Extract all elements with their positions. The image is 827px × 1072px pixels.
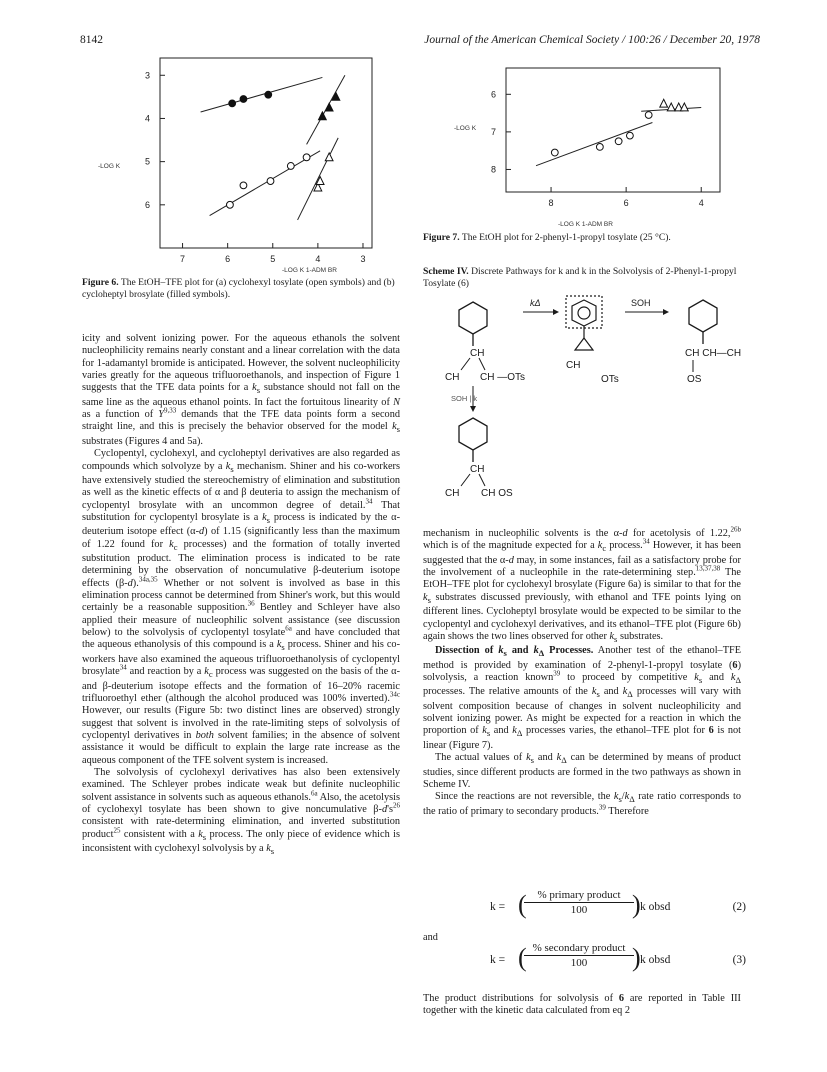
eq2-fraction <box>524 889 634 916</box>
figure-7-y-axis-label: -LOG K <box>454 125 477 132</box>
mid-ots: OTs <box>601 374 619 385</box>
scheme-title <box>423 266 743 289</box>
plot-frame <box>506 68 720 192</box>
figure-6-y-axis-label: -LOG K <box>98 163 121 170</box>
figure-6-plot <box>145 58 372 264</box>
mid-ch3: CH <box>566 360 581 371</box>
page-number: 8142 <box>80 34 103 46</box>
figure-7-chart <box>440 58 740 230</box>
scheme-title-prefix: Scheme IV. <box>423 266 469 277</box>
bottom-bonds <box>461 474 485 486</box>
data-point <box>287 163 294 170</box>
body-column-right-end <box>423 993 741 1018</box>
equation-3: k = ( % secondary product 100 ) k obsd (3) <box>490 942 746 972</box>
paragraph-2: Cyclopentyl, cyclohexyl, and cycloheptyl derivatives are also regarded as compounds which solvolyze by a $k_s$ mechanism. Shiner and his co-workers have extensively studied the stereochemistry of elimination and substitution as well as the kinetic effects of α and β deuteria to assign the mechanism of cyclopentyl brosylate with an uncommon degree of detail.$^{34}$ That substitution for cyclopentyl brosylate is a $k_s$ process is indicated by the α-deuterium isotope effect (α-d) of 1.15 (significantly less than the maximum of 1.22 found for $k_c$ processes) and the formation of totally inverted substitution product. The elimination process is indicated to be rate determining by the observation of noncumulative β-deuterium isotope effects (β-d).$^{34a,35}$ Whether or not solvent is involved as base in this elimination process cannot be determined from Shiner's work, but this would certainly be a reasonable supposition.$^{36}$ Bentley and Schleyer have also applied their measure of nucleophilic solvent assistance (see discussion below) to the solvolysis of cyclopentyl tosylate$^{6a}$ and have concluded that the aqueous ethanolysis of this compound is a $k_s$ process. Shiner and his co-workers have also examined the aqueous trifluoroethanolysis of cyclopentyl brosylate$^{34}$ and reaction by a $k_c$ process was suggested on the basis of the α- and β-deuterium isotope effects and the formation of 16–20% racemic trifluoroethyl ether (although the alcohol produced was 100% inverted).$^{34c}$ However, our results (Figure 5b: two distinct lines are observed) strongly suggest that solvent is involved in the rate-limiting steps of solvolysis of cyclopentyl derivatives in both solvent families; in the absence of solvent assistance it would be difficult to explain the large rate increase as the aqueous component of the TFE solvent system is increased. <box>82 448 401 766</box>
benzene-ring-bottom <box>459 418 487 462</box>
data-point <box>229 100 236 107</box>
journal-title: Journal of the American Chemical Society / 100:26 / December 20, 1978 <box>424 34 760 46</box>
data-point <box>660 99 668 107</box>
bottom-ch3: CH <box>445 488 460 499</box>
data-point <box>227 201 234 208</box>
scheme-title-text: Discrete Pathways for k and k in the Solvolysis of 2-Phenyl-1-propyl Tosylate (6) <box>423 266 737 289</box>
body-column-right <box>423 525 742 818</box>
figure-7-caption-label: Figure 7. <box>423 232 460 243</box>
x-tick-label: 4 <box>315 254 321 264</box>
x-tick-label: 4 <box>698 198 704 208</box>
y-tick-label: 7 <box>490 126 496 137</box>
eq3-numerator: % secondary product <box>524 942 634 956</box>
figure-7-caption <box>423 232 743 244</box>
paragraph-5: Dissection of $k_s$ and $k_\Delta$ Processes. Another test of the ethanol–TFE method is provided by examination of 2-phenyl-1-propyl tosylate (6) solvolysis, a reaction known$^{39}$ to proceed by competitive $k_s$ and $k_\Delta$ processes. The relative amounts of the $k_s$ and $k_\Delta$ processes will vary with solvent composition because of changes in solvent nucleophilicity and solvent ionizing power. As might be expected for a reaction in which the proportion of $k_s$ and $k_\Delta$ processes varies, the ethanol–TFE plot for 6 is not linear (Figure 7). <box>423 645 742 751</box>
x-tick-label: 3 <box>360 254 366 264</box>
fit-line <box>298 138 339 220</box>
eq2-numerator: % primary product <box>524 889 634 903</box>
soh-ks-label: SOH | k <box>451 394 478 403</box>
data-point <box>240 182 247 189</box>
arrow-soh-head <box>663 309 669 315</box>
arrow-k-delta-head <box>553 309 559 315</box>
left-ch2ots: CH —OTs <box>480 372 525 383</box>
data-point <box>303 154 310 161</box>
paragraph-3: The solvolysis of cyclohexyl derivatives has also been extensively examined. The Schleyer probes indicate weak but definite nucleophilic solvent assistance in solvents such as aqueous ethanols.$^{6a}$ Also, the acetolysis of cyclohexyl tosylate has been shown to give noncumulative $\beta-d's^{26}$ consistent with rate-determining elimination, and inverted substitution product$^{25}$ consistent with a $k_s$ process. The only piece of evidence which is inconsistent with cyclohexyl solvolysis by a $k_s$ <box>82 767 401 857</box>
soh-label: SOH <box>631 298 651 308</box>
data-point <box>265 91 272 98</box>
scheme-iv-diagram <box>423 290 743 515</box>
x-tick-label: 6 <box>623 198 629 208</box>
y-tick-label: 8 <box>490 164 496 175</box>
figure-6-chart <box>82 48 402 276</box>
data-point <box>596 144 603 151</box>
data-point <box>240 96 247 103</box>
data-point <box>318 112 326 120</box>
right-os: OS <box>687 374 702 385</box>
fit-line <box>201 77 323 112</box>
y-tick-label: 3 <box>144 70 150 81</box>
left-ch3: CH <box>445 372 460 383</box>
paragraph-8: The product distributions for solvolysis of 6 are reported in Table III together with the kinetic data calculated from eq 2 <box>423 993 741 1017</box>
y-tick-label: 6 <box>490 89 496 100</box>
data-point <box>551 149 558 156</box>
eq2-denominator: 100 <box>570 904 588 916</box>
eq2-rhs: k obsd <box>640 901 671 913</box>
benzene-ring-left <box>459 302 487 346</box>
x-tick-label: 6 <box>225 254 231 264</box>
eq3-fraction <box>524 942 634 969</box>
eq3-denominator: 100 <box>570 957 588 969</box>
and-text: and <box>423 932 438 943</box>
figure-7-plot <box>491 68 720 208</box>
phenonium-ion <box>566 296 602 350</box>
eq3-rhs: k obsd <box>640 954 671 966</box>
y-tick-label: 6 <box>144 199 150 210</box>
data-point <box>615 138 622 145</box>
data-point <box>645 112 652 119</box>
right-chain: CH CH—CH <box>685 348 742 359</box>
data-point <box>325 153 333 161</box>
figure-6-caption-label: Figure 6. <box>82 277 119 288</box>
figure-6-caption <box>82 277 402 300</box>
fit-line <box>536 122 652 165</box>
data-point <box>680 103 688 111</box>
figure-7-x-axis-label: -LOG K 1-ADM BR <box>558 221 613 228</box>
left-bonds <box>461 358 485 370</box>
paragraph-7: Since the reactions are not reversible, the $k_s/k_\Delta$ rate ratio corresponds to the ratio of primary to secondary products.$^{39}$ Therefore <box>423 791 741 817</box>
paragraph-4: mechanism in nucleophilic solvents is the α-d for acetolysis of 1.22,$^{26b}$ which is of the magnitude expected for a $k_c$ process.$^{34}$ However, it has been suggested that the α-d may, in some instances, fail as a satisfactory probe for the involvement of a nucleophile in the rate-determining step.$^{13,37,38}$ The EtOH–TFE plot for cyclohexyl brosylate (Figure 6a) is similar to that for the $k_s$ substrates discussed previously, with ethanol and TFE points lying on different lines. Cycloheptyl brosylate would be expected to be similar to the cyclopentyl and cyclohexyl derivatives, and its ethanol–TFE plot (Figure 6b) again shows the two lines observed for other $k_s$ substrates. <box>423 525 741 644</box>
paragraph-1: icity and solvent ionizing power. For the aqueous ethanols the solvent nucleophilicity remains nearly constant and a linear correlation with the data for 1-adamantyl bromide is anticipated. However, the solvent nucleophilicity varies greatly for the aqueous trifluoroethanols, and inspection of Figure 1 suggests that the TFE data points for a $k_s$ substance should not fall on the same line as the aqueous ethanol points. In fact the fortuitous linearity of N as a function of Y$^{9,33}$ demands that the TFE data points form a second straight line, and this is precisely the behavior observed for the model $k_s$ substrates (Figures 4 and 5a). <box>82 333 400 447</box>
eq3-number: (3) <box>732 954 746 966</box>
eq3-lhs: k = <box>490 954 506 966</box>
data-point <box>325 103 333 111</box>
equation-2: k = ( % primary product 100 ) k obsd (2) <box>490 889 746 919</box>
k-delta-label: kΔ <box>530 298 541 308</box>
data-point <box>667 103 675 111</box>
x-tick-label: 7 <box>180 254 186 264</box>
eq2-number: (2) <box>732 901 746 913</box>
arrow-down-head <box>470 406 476 412</box>
data-point <box>267 178 274 185</box>
y-tick-label: 5 <box>144 156 150 167</box>
bottom-ch: CH <box>470 464 485 475</box>
paragraph-6: The actual values of $k_s$ and $k_\Delta$ can be determined by means of product studies, since different products are formed in the two pathways as shown in Scheme IV. <box>423 752 741 790</box>
left-ch: CH <box>470 348 485 359</box>
body-column-left <box>82 333 400 858</box>
figure-6-x-axis-label: -LOG K 1-ADM BR <box>282 267 337 274</box>
y-tick-label: 4 <box>144 113 150 124</box>
plot-frame <box>160 58 372 248</box>
data-point <box>626 132 633 139</box>
bottom-ch2os: CH OS <box>481 488 513 499</box>
figure-7-caption-text: The EtOH plot for 2-phenyl-1-propyl tosylate (25 °C). <box>461 232 671 243</box>
x-tick-label: 5 <box>270 254 276 264</box>
x-tick-label: 8 <box>548 198 554 208</box>
benzene-ring-right <box>689 300 717 344</box>
eq2-lhs: k = <box>490 901 506 913</box>
figure-6-caption-text: The EtOH–TFE plot for (a) cyclohexyl tosylate (open symbols) and (b) cycloheptyl brosylate (filled symbols). <box>82 277 395 300</box>
